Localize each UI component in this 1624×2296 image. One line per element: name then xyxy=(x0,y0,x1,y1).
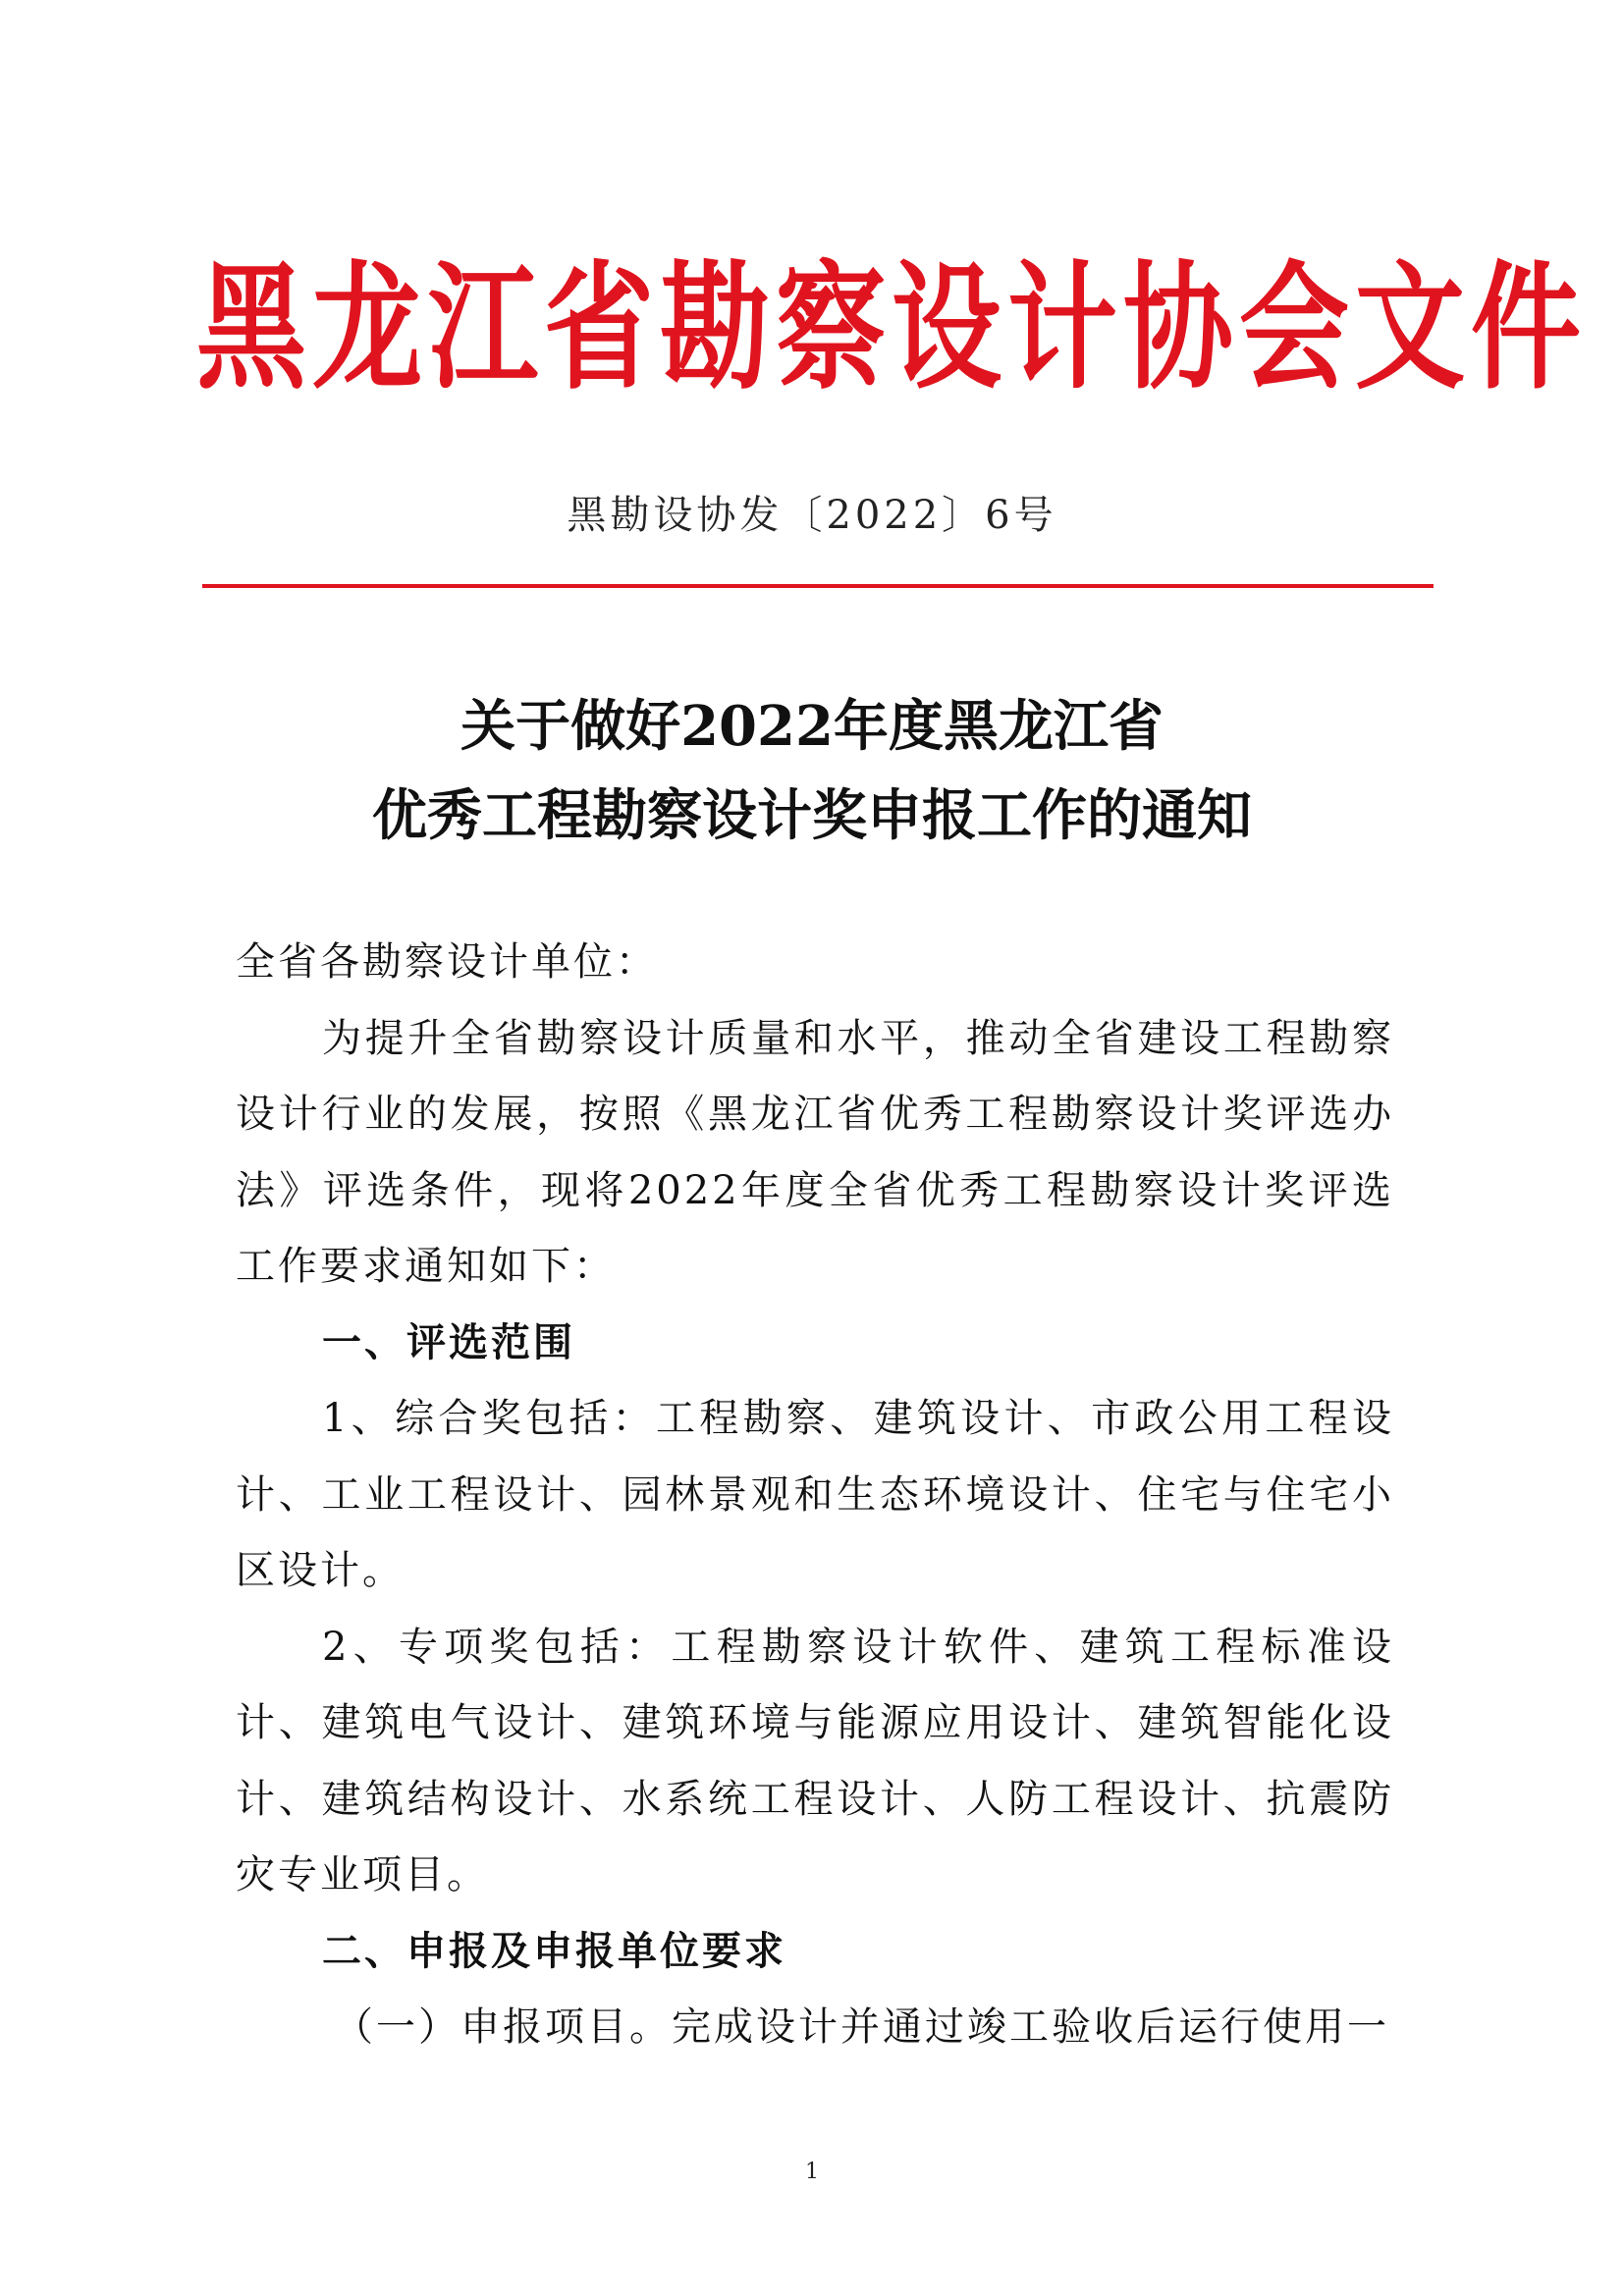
document-number: 黑勘设协发〔2022〕6号 xyxy=(567,493,1057,538)
section-1-item-1: 1、综合奖包括：工程勘察、建筑设计、市政公用工程设计、工业工程设计、园林景观和生态环境设计、住宅与住宅小区设计。 xyxy=(236,1396,1394,1593)
notice-title xyxy=(0,682,1624,861)
notice-title-line-1: 关于做好2022年度黑龙江省 xyxy=(460,694,1164,759)
section-1-heading: 一、评选范围 xyxy=(322,1319,575,1365)
section-2-item-1: （一）申报项目。完成设计并通过竣工验收后运行使用一 xyxy=(334,2004,1389,2050)
page-number: 1 xyxy=(805,2160,819,2184)
header-divider xyxy=(202,584,1434,588)
section-2-heading: 二、申报及申报单位要求 xyxy=(322,1928,786,1974)
notice-title-line-2: 优秀工程勘察设计奖申报工作的通知 xyxy=(372,783,1252,848)
intro-paragraph: 为提升全省勘察设计质量和水平，推动全省建设工程勘察设计行业的发展，按照《黑龙江省优秀工程勘察设计奖评选办法》评选条件，现将2022年度全省优秀工程勘察设计奖评选工作要求通知如下： xyxy=(236,1015,1394,1289)
section-1-item-2: 2、专项奖包括：工程勘察设计软件、建筑工程标准设计、建筑电气设计、建筑环境与能源应用设计、建筑智能化设计、建筑结构设计、水系统工程设计、人防工程设计、抗震防灾专业项目。 xyxy=(236,1624,1394,1897)
notice-body xyxy=(236,925,1394,2066)
salutation: 全省各勘察设计单位： xyxy=(236,939,658,985)
issuer-header-title: 黑龙江省勘察设计协会文件 xyxy=(196,247,1587,409)
